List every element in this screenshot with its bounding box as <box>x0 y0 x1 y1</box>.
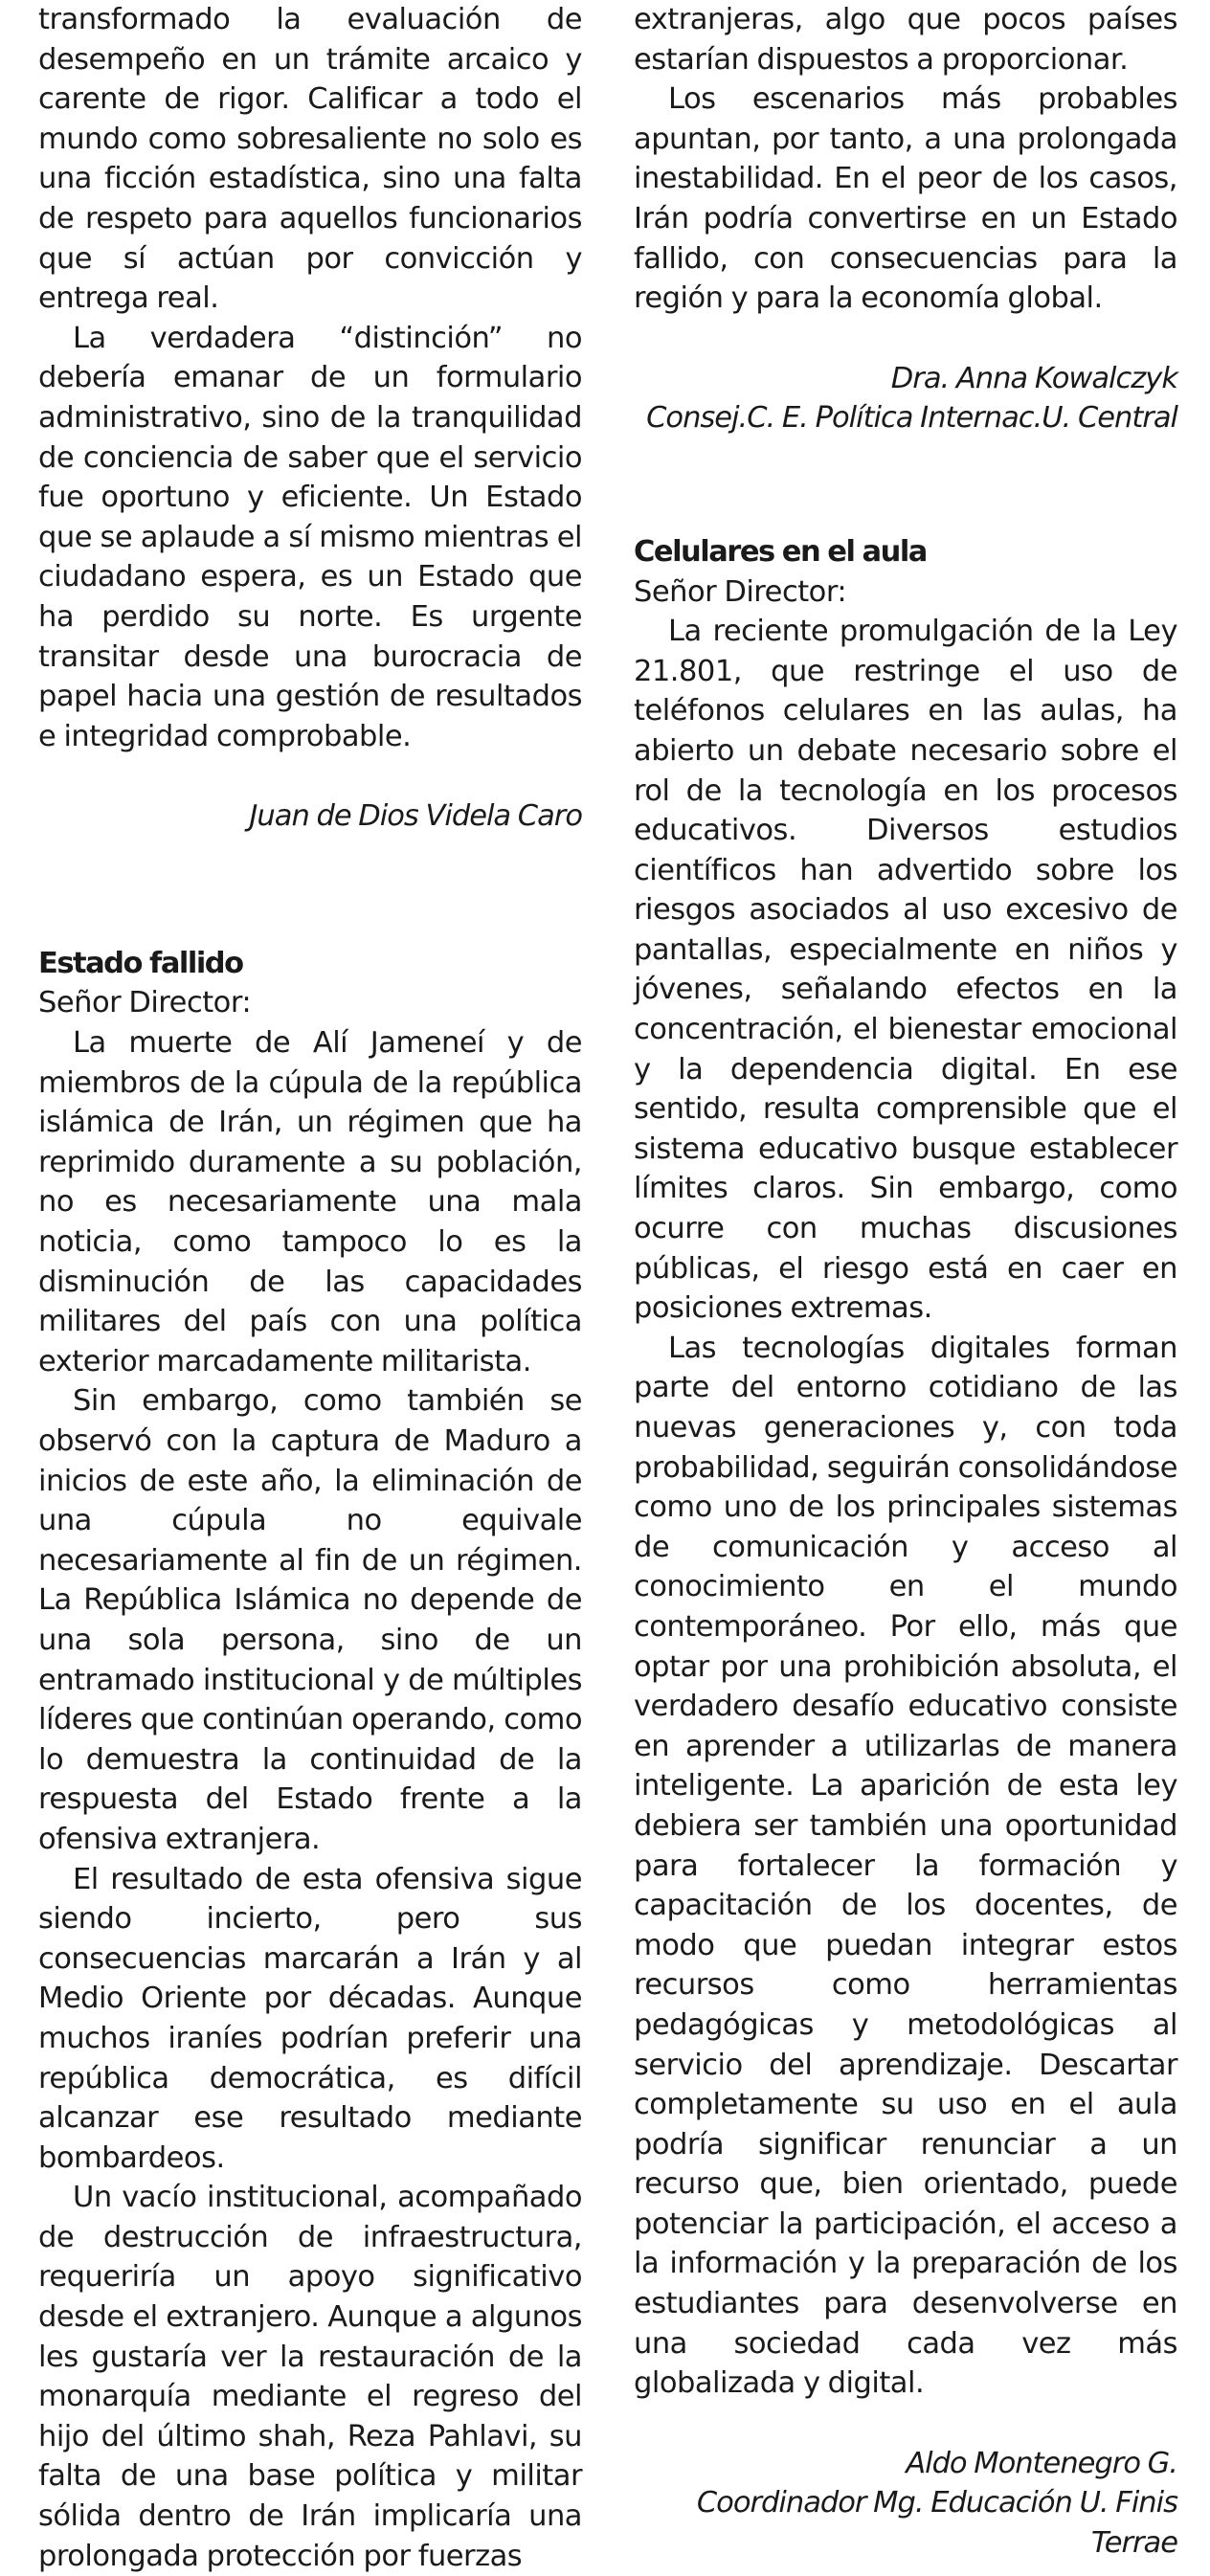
letter3-paragraph: Las tecnologías digitales forman parte del entorno cotidiano de las nuevas generaciones y, con toda probabilidad, seguirán consolidándose como uno de los principales sistemas de comunicación y acceso al conocimiento en el mundo contemporáneo. Por ello, más que optar por una prohibición absoluta, el verdadero desafío educativo consiste en aprender a utilizarlas de manera inteligente. La aparición de esta ley debiera ser también una oportunidad para fortalecer la formación y capacitación de los docentes, de modo que puedan integrar estos recursos como herramientas pedagógicas y metodológicas al servicio del aprendizaje. Descartar completamente su uso en el aula podría significar renunciar a un recurso que, bien orientado, puede potenciar la participación, el acceso a la información y la preparación de los estudiantes para desenvolverse en una sociedad cada vez más globalizada y digital. <box>634 1331 1177 2401</box>
letter2-paragraph: Sin embargo, como también se observó con la captura de Maduro a inicios de este año, la eliminación de una cúpula no equivale necesariamente al fin de un régimen. La República Islámica no depende de una sola persona, sino de un entramado institucional y de múltiples líderes que continúan operando, como lo demuestra la continuidad de la respuesta del Estado frente a la ofensiva extranjera. <box>38 1384 582 1856</box>
right-column <box>634 0 1177 2561</box>
letter2-salutation: Señor Director: <box>38 986 252 1020</box>
letter1-paragraph: transformado la evaluación de desempeño en un trámite arcaico y carente de rigor. Calificar a todo el mundo como sobresaliente no solo es una ficción estadística, sino una falta de respeto para aquellos funcionarios que sí actúan por convicción y entrega real. <box>38 3 582 316</box>
letter2-paragraph: extranjeras, algo que pocos países estarían dispuestos a proporcionar. <box>634 3 1177 77</box>
letter2-paragraph: Los escenarios más probables apuntan, por tanto, a una prolongada inestabilidad. En el peor de los casos, Irán podría convertirse en un Estado fallido, con consecuencias para la región y para la economía global. <box>634 82 1177 316</box>
letter2-paragraph: El resultado de esta ofensiva sigue siendo incierto, pero sus consecuencias marcarán a Irán y al Medio Oriente por décadas. Aunque muchos iraníes podrían preferir una república democrática, es difícil alcanzar ese resultado mediante bombardeos. <box>38 1862 582 2175</box>
letter3-headline: Celulares en el aula <box>634 534 927 569</box>
letter2-paragraph: La muerte de Alí Jameneí y de miembros de la cúpula de la república islámica de Irán, un régimen que ha reprimido duramente a su población, no es necesariamente una mala noticia, como tampoco lo es la disminución de las capacidades militares del país con una política exterior marcadamente militarista. <box>38 1026 582 1378</box>
spacer <box>634 2404 1177 2444</box>
spacer <box>38 837 582 944</box>
letter2-headline: Estado fallido <box>38 946 243 980</box>
letter3-paragraph: La reciente promulgación de la Ley 21.801, que restringe el uso de teléfonos celulares en las aulas, ha abierto un debate necesario sobre el rol de la tecnología en los procesos educativos. Diversos estudios científicos han advertido sobre los riesgos asociados al uso excesivo de pantallas, especialmente en niños y jóvenes, señalando efectos en la concentración, el bienestar emocional y la dependencia digital. En ese sentido, resulta comprensible que el sistema educativo busque establecer límites claros. Sin embargo, como ocurre con muchas discusiones públicas, el riesgo está en caer en posiciones extremas. <box>634 615 1177 1326</box>
spacer <box>634 319 1177 359</box>
left-column <box>38 0 582 2573</box>
letter3-signature-title: Coordinador Mg. Educación U. Finis Terrae <box>696 2486 1177 2561</box>
spacer <box>38 756 582 796</box>
letter3-signature-name: Aldo Montenegro G. <box>906 2446 1177 2480</box>
spacer <box>634 438 1177 532</box>
letter1-paragraph: La verdadera “distinción” no debería emanar de un formulario administrativo, sino de la tranquilidad de conciencia de saber que el servicio fue oportuno y eficiente. Un Estado que se aplaude a sí mismo mientras el ciudadano espera, es un Estado que ha perdido su norte. Es urgente transitar desde una burocracia de papel hacia una gestión de resultados e integridad comprobable. <box>38 321 582 753</box>
letter1-signature: Juan de Dios Videla Caro <box>249 799 582 834</box>
letter2-signature-title: Consej.C. E. Política Internac.U. Central <box>646 401 1177 436</box>
letter2-paragraph: Un vacío institucional, acompañado de destrucción de infraestructura, requeriría un apoyo significativo desde el extranjero. Aunque a algunos les gustaría ver la restauración de la monarquía mediante el regreso del hijo del último shah, Reza Pahlavi, su falta de una base política y militar sólida dentro de Irán implicaría una prolongada protección por fuerzas <box>38 2181 582 2573</box>
letter2-signature-name: Dra. Anna Kowalczyk <box>890 361 1177 395</box>
letter3-salutation: Señor Director: <box>634 574 847 609</box>
